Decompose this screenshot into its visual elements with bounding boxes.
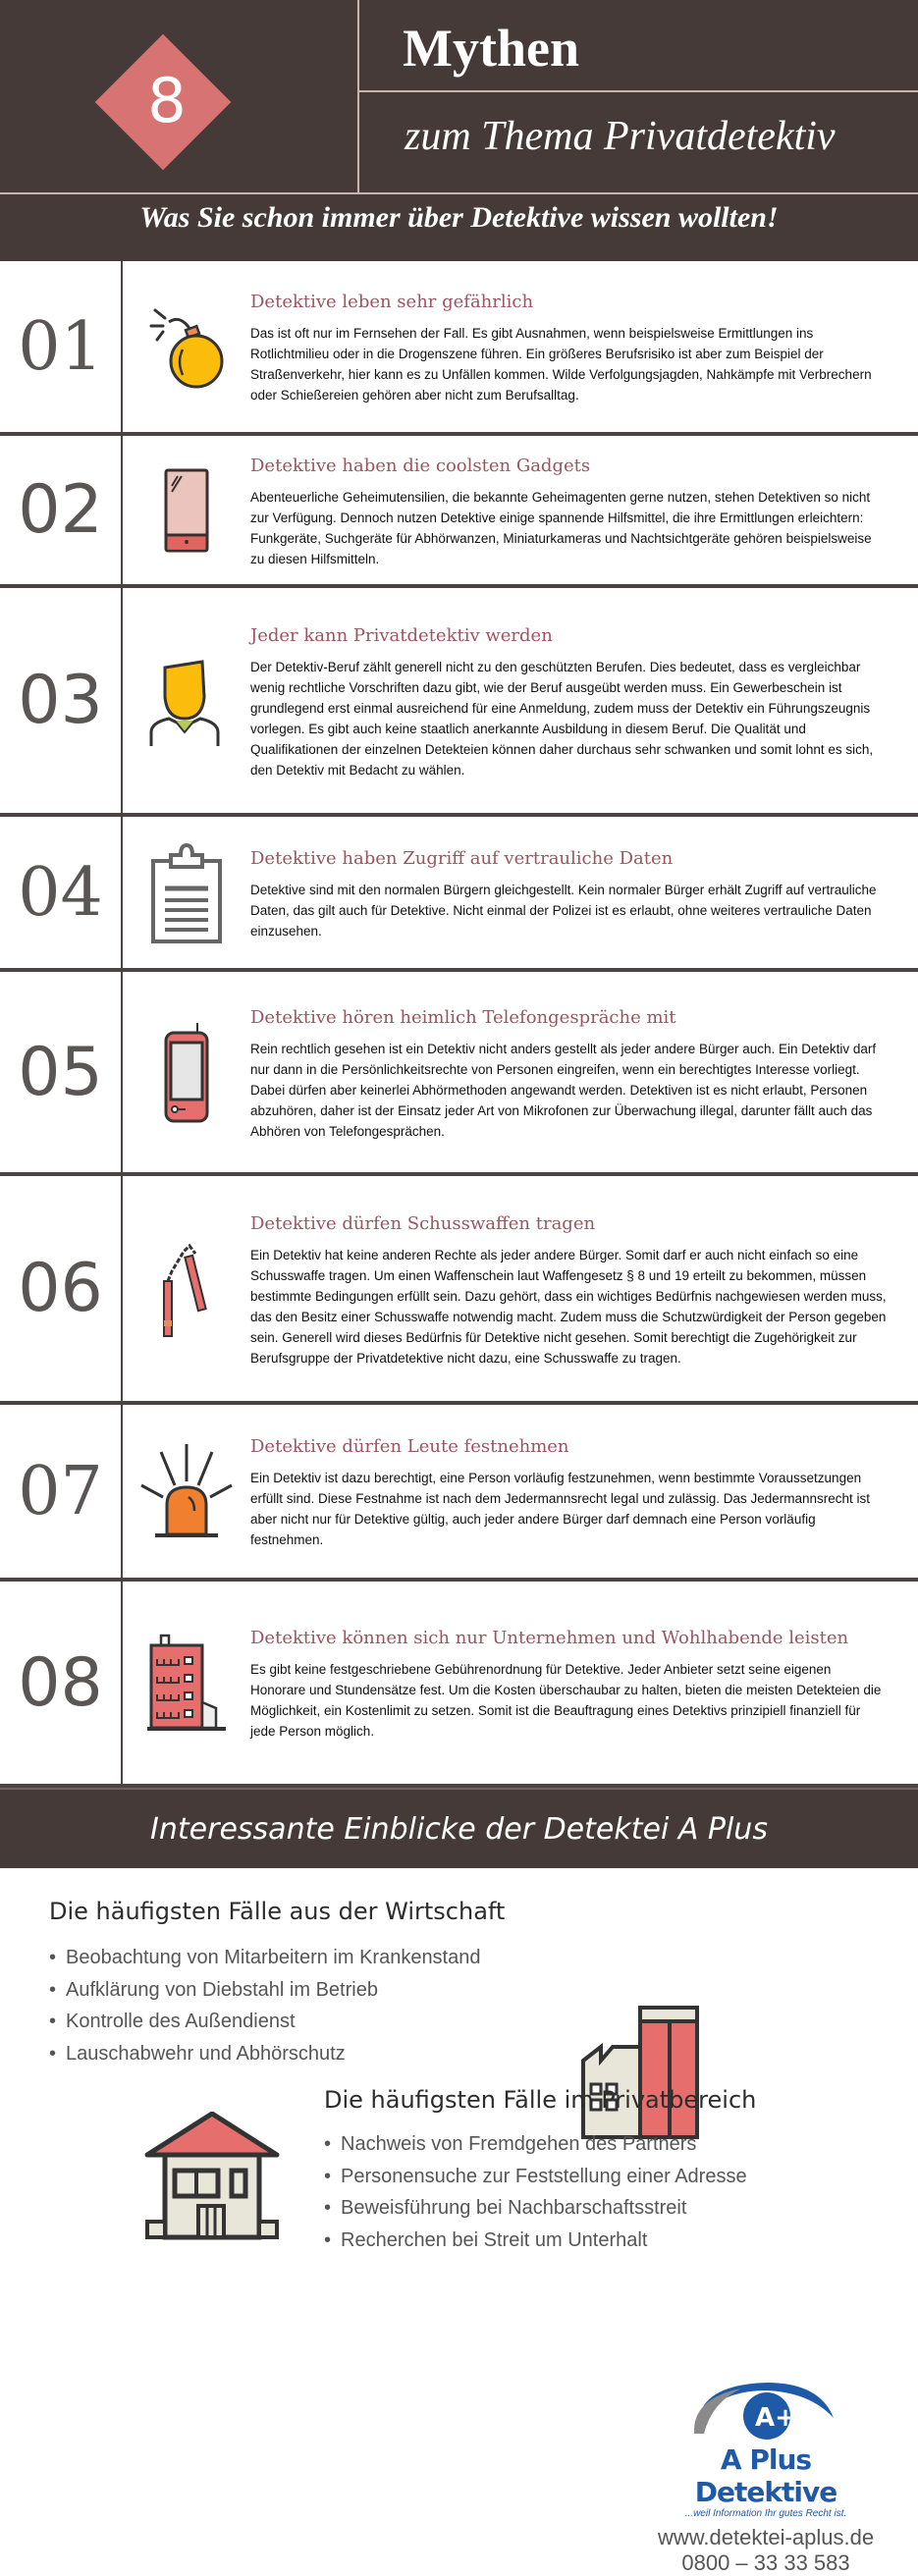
myth-text: Ein Detektiv hat keine anderen Rechte als jeder andere Bürger. Somit darf er auch nicht einfach so eine Schusswaffe tragen. Um einen Waffenschein laut Waffengesetz § 8 und 19 erteilt zu bekommen, müssen bestimmte Bedingungen erfüllt sein. Dazu gehört, dass ein wichtiges Bedürfnis nachgewiesen werden muss, das den Besitz einer Schusswaffe notwendig macht. Zudem muss die Schutzwürdigkeit der Person gegeben sein. Generell wird dieses Bedürfnis für Detektive nicht gesehen. Somit berechtigt die Zugehörigkeit zur Berufsgruppe der Privatdetektive nicht dazu, eine Schusswaffe zu tragen. — [250, 1247, 887, 1366]
private-cases-list — [324, 2128, 747, 2256]
list-item: • Kontrolle des Außendienst — [49, 2006, 481, 2038]
logo-name: A Plus Detektive — [694, 2443, 837, 2508]
tagline: Was Sie schon immer über Detektive wissen wollten! — [139, 201, 779, 234]
company-logo — [648, 2379, 884, 2576]
myth-title: Detektive haben die coolsten Gadgets — [250, 455, 591, 476]
myth-title: Detektive können sich nur Unternehmen und Wohlhabende leisten — [250, 1628, 849, 1648]
list-item: • Beobachtung von Mitarbeitern im Krankenstand — [49, 1942, 481, 1974]
myth-item — [0, 1176, 918, 1405]
website-link[interactable]: www.detektei-aplus.de — [657, 2525, 875, 2549]
myth-title: Detektive dürfen Leute festnehmen — [250, 1436, 569, 1457]
myth-count: 8 — [147, 65, 187, 136]
myth-item — [0, 261, 918, 436]
private-cases-title: Die häufigsten Fälle im Privatbereich — [324, 2086, 757, 2114]
myth-item — [0, 436, 918, 588]
page-subtitle: zum Thema Privatdetektiv — [405, 114, 836, 159]
phone-number[interactable]: 0800 – 33 33 583 — [681, 2550, 850, 2575]
myth-text: Detektive sind mit den normalen Bürgern gleichgestellt. Kein normaler Bürger erhält Zugriff auf vertrauliche Daten, das gilt auch für Detektive. Nicht einmal der Polizei ist es erlaubt, ohne weiteres vertrauliche Daten einzusehen. — [250, 882, 877, 939]
logo-emblem — [648, 2379, 884, 2443]
header-divider-vertical — [357, 0, 359, 193]
myth-title: Detektive haben Zugriff auf vertrauliche Daten — [250, 847, 674, 869]
myth-title: Detektive hören heimlich Telefongespräche mit — [250, 1006, 676, 1028]
clipboard-icon — [123, 817, 250, 968]
myth-item — [0, 1405, 918, 1582]
logo-badge-text: A+ — [755, 2403, 796, 2433]
myth-title: Detektive dürfen Schusswaffen tragen — [250, 1212, 596, 1234]
myth-text: Ein Detektiv ist dazu berechtigt, eine Person vorläufig festzunehmen, wenn bestimmte Voraussetzungen erfüllt sind. Diese Festnahme ist nach dem Jedermannsrecht legal und zulässig. Das Jedermannsrecht ist aber nicht nur für Detektive gültig, auch jeder andere Bürger darf demnach eine Person vorläufig festnehmen. — [250, 1471, 871, 1547]
list-item: • Nachweis von Fremdgehen des Partners — [324, 2128, 747, 2161]
header-divider-bottom — [0, 192, 918, 194]
list-item: • Personensuche zur Feststellung einer Adresse — [324, 2161, 747, 2193]
myth-number: 03 — [0, 588, 123, 813]
header-divider-horizontal — [357, 90, 918, 92]
myth-text: Das ist oft nur im Fernsehen der Fall. Es gibt Ausnahmen, wenn beispielsweise Ermittlungen ins Rotlichtmilieu oder in die Drogenszene führen. Ein größeres Berufsrisiko ist aber zum Beispiel der Straßenverkehr, hier kann es zu Unfällen kommen. Wilde Verfolgungsjagden, Nahkämpfe mit Verbrechern oder Schießereien gehören aber nicht zum Berufsalltag. — [250, 326, 872, 402]
myth-number: 08 — [0, 1582, 123, 1784]
house-icon — [143, 2112, 281, 2246]
logo-slogan: ...weil Information Ihr gutes Recht ist. — [684, 2508, 847, 2519]
page-title: Mythen — [403, 19, 579, 78]
myth-number: 06 — [0, 1176, 123, 1401]
tablet-icon — [123, 436, 250, 584]
list-item: • Recherchen bei Streit um Unterhalt — [324, 2225, 747, 2257]
banner-title: Interessante Einblicke der Detektei A Plus — [150, 1811, 768, 1847]
nunchaku-icon — [123, 1176, 250, 1401]
myth-item — [0, 972, 918, 1176]
header — [0, 0, 918, 261]
business-cases-list — [49, 1942, 481, 2069]
business-cases-title: Die häufigsten Fälle aus der Wirtschaft — [49, 1898, 506, 1925]
myth-number: 02 — [0, 436, 123, 584]
phone-icon — [123, 972, 250, 1172]
myth-item — [0, 1582, 918, 1788]
myth-number: 07 — [0, 1405, 123, 1578]
myth-text: Der Detektiv-Beruf zählt generell nicht zu den geschützten Berufen. Dies bedeutet, dass es vergleichbar wenig rechtliche Vorschriften dazu gibt, wie der Beruf ausgeübt werden muss. Ein Gewerbeschein ist grundlegend erst einmal ausreichend für eine Anmeldung, zudem muss der Detektiv ein Führungszeugnis vorlegen. Es gibt auch keine staatlich anerkannte Ausbildung in diesem Beruf. Die Qualität und Qualifikationen der einzelnen Detekteien können daher durchaus sehr schwanken und somit lohnt es sich, den Detektiv mit Bedacht zu wählen. — [250, 659, 874, 778]
list-item: • Lauschabwehr und Abhörschutz — [49, 2038, 481, 2070]
myth-text: Abenteuerliche Geheimutensilien, die bekannte Geheimagenten gerne nutzen, stehen Detektiven so nicht zur Verfügung. Dennoch nutzen Detektive einige spannende Hilfsmittel, die ihre Ermittlungen erleichtern: Funkgeräte, Suchgeräte für Abhörwanzen, Miniaturkameras und Nachtsichtgeräte gehören beispielsweise zu diesen Hilfsmitteln. — [250, 489, 872, 566]
list-item: • Beweisführung bei Nachbarschaftsstreit — [324, 2192, 747, 2225]
myth-number: 01 — [0, 261, 123, 432]
cases-section — [0, 1868, 918, 2575]
factory-icon — [581, 2006, 699, 2144]
person-icon — [123, 588, 250, 813]
building-icon — [123, 1582, 250, 1784]
myth-item — [0, 817, 918, 972]
myth-number: 04 — [0, 817, 123, 968]
myth-list — [0, 261, 918, 1788]
myth-title: Jeder kann Privatdetektiv werden — [250, 624, 553, 646]
myth-text: Rein rechtlich gesehen ist ein Detektiv nicht anders gestellt als jeder andere Bürger auch. Ein Detektiv darf nur dann in die Persönlichkeitsrechte von Personen eingreifen, wenn ein berechtigtes Interesse vorliegt. Dabei dürfen aber keinerlei Abhörmethoden angewandt werden. Detektiven ist es nicht erlaubt, Personen abzuhören, daher ist der Einsatz jeder Art von Mikrofonen zur Überwachung illegal, darunter fällt auch das Abhören von Telefongesprächen. — [250, 1041, 877, 1139]
bomb-icon — [123, 261, 250, 432]
insights-banner — [0, 1788, 918, 1868]
siren-icon — [123, 1405, 250, 1578]
myth-text: Es gibt keine festgeschriebene Gebührenordnung für Detektive. Jeder Anbieter setzt seine eigenen Honorare und Stundensätze fest. Um die Kosten überschaubar zu halten, bieten die meisten Detekteien die Möglichkeit, ein Kostenlimit zu setzen. Somit ist die Beauftragung eines Detektivs prinzipiell finanziell für jede Person möglich. — [250, 1662, 882, 1739]
myth-title: Detektive leben sehr gefährlich — [250, 292, 534, 312]
myth-item — [0, 588, 918, 817]
list-item: • Aufklärung von Diebstahl im Betrieb — [49, 1974, 481, 2007]
myth-number: 05 — [0, 972, 123, 1172]
